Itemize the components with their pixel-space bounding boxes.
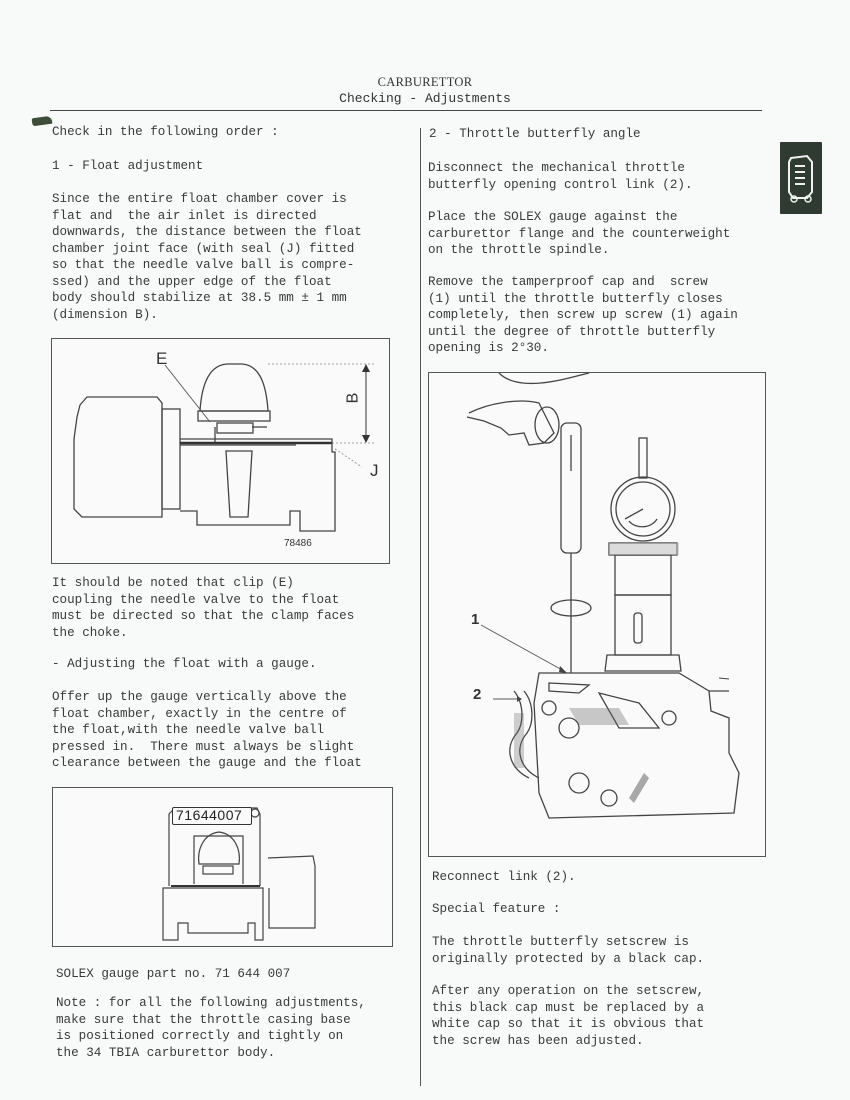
- float-chamber-drawing: [52, 339, 389, 563]
- page-header-title: CARBURETTOR: [377, 75, 473, 89]
- intro-text: Check in the following order :: [52, 125, 279, 139]
- white-cap-paragraph: After any operation on the setscrew, this black cap must be replaced by a white cap so that it is obvious that the screw has been adjusted.: [432, 984, 705, 1048]
- label-e: E: [156, 349, 168, 368]
- gauge-number: 71644007: [176, 807, 243, 823]
- black-cap-paragraph: The throttle butterfly setscrew is originally protected by a black cap.: [432, 935, 705, 966]
- float-diagram: [51, 338, 390, 564]
- carburettor-gauge-drawing: [429, 373, 765, 856]
- gauge-instructions-paragraph: Offer up the gauge vertically above the float chamber, exactly in the centre of the float,with the needle valve ball pressed in. There must always be slight clearance between the gauge and the float: [52, 690, 362, 770]
- column-divider: [420, 128, 421, 1086]
- float-adjustment-paragraph: Since the entire float chamber cover is flat and the air inlet is directed downwards, the distance between the float chamber joint face (with seal (J) fitted so that the needle valve ball is compre- ssed) and the upper edge of the float body should stabilize at 38.5 mm ± 1 mm (dimension B).: [52, 192, 362, 322]
- special-feature-heading: Special feature :: [432, 902, 561, 916]
- page-header-subtitle: Checking - Adjustments: [339, 91, 511, 106]
- gauge-adjust-heading: - Adjusting the float with a gauge.: [52, 657, 317, 671]
- header-rule: [50, 110, 762, 111]
- remove-cap-paragraph: Remove the tamperproof cap and screw (1) until the throttle butterfly closes completely, then screw up screw (1) again until the degree of throttle butterfly opening is 2°30.: [428, 275, 738, 355]
- reconnect-link-text: Reconnect link (2).: [432, 870, 576, 884]
- section-1-heading: 1 - Float adjustment: [52, 159, 204, 173]
- throttle-adjustment-illustration: [428, 372, 766, 857]
- section-2-heading: 2 - Throttle butterfly angle: [429, 127, 641, 141]
- figure-number: 78486: [284, 538, 312, 549]
- gauge-number-plate: [172, 807, 252, 825]
- clip-note-paragraph: It should be noted that clip (E) coupling the needle valve to the float must be directed so that the clamp faces the choke.: [52, 576, 355, 640]
- adjustment-note: Note : for all the following adjustments, make sure that the throttle casing base is positioned correctly and tightly on the 34 TBIA carburettor body.: [56, 996, 366, 1060]
- section-tab: [780, 142, 822, 214]
- label-screw-1: 1: [471, 611, 480, 628]
- gauge-part-number: SOLEX gauge part no. 71 644 007: [56, 967, 291, 981]
- label-j: J: [370, 461, 379, 480]
- label-b: B: [344, 392, 362, 404]
- carburettor-icon: [785, 152, 817, 204]
- place-gauge-paragraph: Place the SOLEX gauge against the carburettor flange and the counterweight on the throttle spindle.: [428, 210, 731, 257]
- gauge-diagram: [52, 787, 393, 947]
- ink-mark: [32, 116, 53, 127]
- disconnect-link-paragraph: Disconnect the mechanical throttle butterfly opening control link (2).: [428, 161, 693, 192]
- label-link-2: 2: [473, 686, 482, 703]
